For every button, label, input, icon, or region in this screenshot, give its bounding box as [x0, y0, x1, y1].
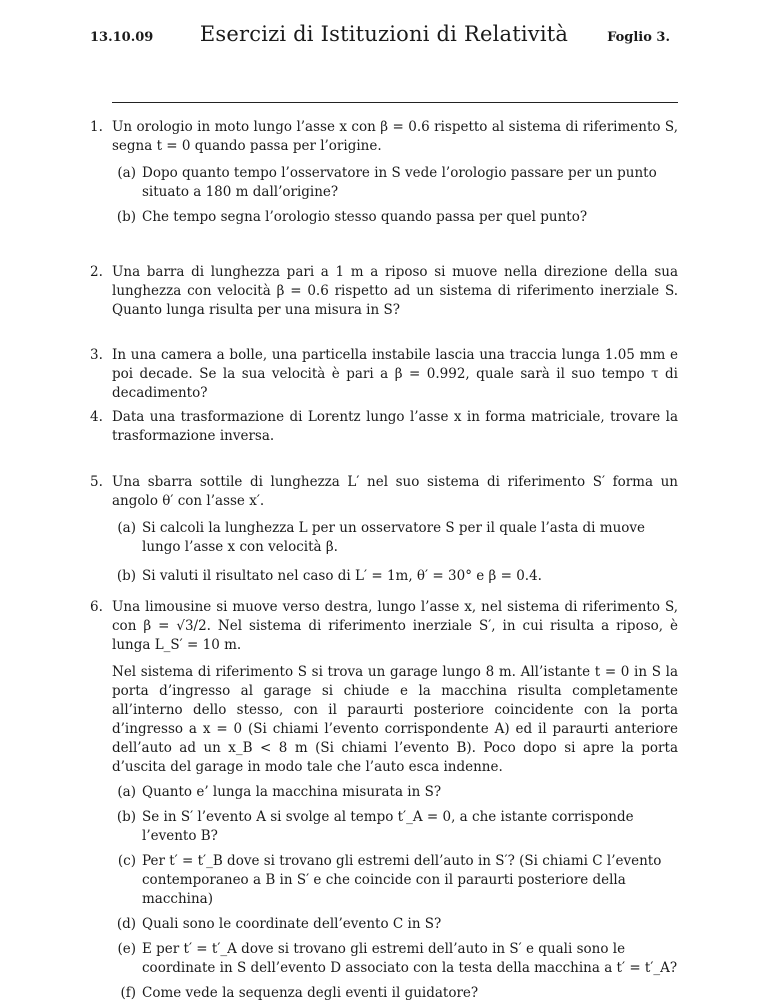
part-label: (f) [120, 985, 136, 1001]
part-label: (b) [116, 209, 136, 225]
part-label: (a) [117, 165, 136, 181]
exercise-1 [90, 118, 678, 227]
header-divider [112, 102, 678, 103]
exercise-number: 3. [90, 347, 103, 363]
exercise-part [116, 567, 678, 586]
exercise-text: Una barra di lunghezza pari a 1 m a riposo si muove nella direzione della sua lunghezza con velocità β = 0.6 rispetto ad un sistema di riferimento inerziale S. Quanto lunga risulta per una misura in S? [112, 264, 678, 318]
part-label: (e) [117, 941, 136, 957]
part-text: Si calcoli la lunghezza L per un osservatore S per il quale l’asta di muove lungo l’asse x con velocità β. [142, 520, 646, 555]
part-text: E per t′ = t′_A dove si trovano gli estremi dell’auto in S′ e quali sono le coordinate in S dell’evento D associato con la testa della macchina a t′ = t′_A? [142, 941, 678, 976]
part-label: (a) [117, 520, 136, 536]
exercise-part [117, 519, 678, 557]
exercise-part [117, 940, 678, 978]
exercise-number: 4. [90, 409, 103, 425]
exercise-part [117, 852, 678, 909]
header-date: 13.10.09 [90, 30, 154, 45]
part-text: Come vede la sequenza degli eventi il guidatore? [142, 985, 479, 1001]
page-title: Esercizi di Istituzioni di Relatività [199, 22, 569, 46]
exercise-part [116, 808, 678, 846]
exercise-2 [90, 263, 678, 320]
exercise-number: 6. [90, 599, 103, 615]
exercise-5 [90, 473, 678, 586]
exercise-number: 1. [90, 119, 103, 135]
part-text: Dopo quanto tempo l’osservatore in S vede l’orologio passare per un punto situato a 180 m dall’origine? [142, 165, 657, 200]
exercise-6 [90, 598, 678, 1003]
exercise-paragraph: Nel sistema di riferimento S si trova un garage lungo 8 m. All’istante t = 0 in S la porta d’ingresso al garage si chiude e la macchina risulta completamente all’interno dello stesso, con il paraurti posteriore coincidente con la porta d’ingresso a x = 0 (Si chiami l’evento corrispondente A) ed il paraurti anteriore dell’auto ad un x_B < 8 m (Si chiami l’evento B). Poco dopo si apre la porta d’uscita del garage in modo tale che l’auto esca indenne. [112, 664, 678, 775]
exercise-part [117, 164, 678, 202]
exercise-text: Data una trasformazione di Lorentz lungo l’asse x in forma matriciale, trovare la trasformazione inversa. [112, 409, 678, 444]
exercise-4 [90, 408, 678, 446]
exercise-3 [90, 346, 678, 403]
exercise-text: In una camera a bolle, una particella instabile lascia una traccia lunga 1.05 mm e poi decade. Se la sua velocità è pari a β = 0.992, quale sarà il suo tempo τ di decadimento? [112, 347, 678, 401]
exercise-number: 2. [90, 264, 103, 280]
part-label: (c) [117, 853, 136, 869]
part-label: (b) [116, 568, 136, 584]
exercise-text: Una sbarra sottile di lunghezza L′ nel suo sistema di riferimento S′ forma un angolo θ′ con l’asse x′. [112, 474, 678, 509]
part-text: Per t′ = t′_B dove si trovano gli estremi dell’auto in S′? (Si chiami C l’evento contemporaneo a B in S′ e che coincide con il paraurti posteriore della macchina) [142, 853, 662, 907]
exercise-part [117, 783, 678, 802]
part-label: (b) [116, 809, 136, 825]
part-text: Quali sono le coordinate dell’evento C in S? [142, 916, 442, 932]
part-label: (d) [116, 916, 136, 932]
exercise-number: 5. [90, 474, 103, 490]
exercise-text: Una limousine si muove verso destra, lungo l’asse x, nel sistema di riferimento S, con β = √3/2. Nel sistema di riferimento inerziale S′, in cui risulta a riposo, è lunga L_S′ = 10 m. [112, 599, 678, 653]
exercise-part [116, 208, 678, 227]
exercise-text: Un orologio in moto lungo l’asse x con β = 0.6 rispetto al sistema di riferimento S, segna t = 0 quando passa per l’origine. [112, 119, 678, 154]
part-text: Quanto e’ lunga la macchina misurata in S? [142, 784, 442, 800]
part-text: Se in S′ l’evento A si svolge al tempo t′_A = 0, a che istante corrisponde l’evento B? [142, 809, 634, 844]
sheet-number: Foglio 3. [607, 30, 670, 45]
page-header [90, 22, 678, 52]
part-text: Che tempo segna l’orologio stesso quando passa per quel punto? [142, 209, 588, 225]
part-text: Si valuti il risultato nel caso di L′ = 1m, θ′ = 30° e β = 0.4. [142, 568, 542, 584]
part-label: (a) [117, 784, 136, 800]
exercise-part [116, 915, 678, 934]
